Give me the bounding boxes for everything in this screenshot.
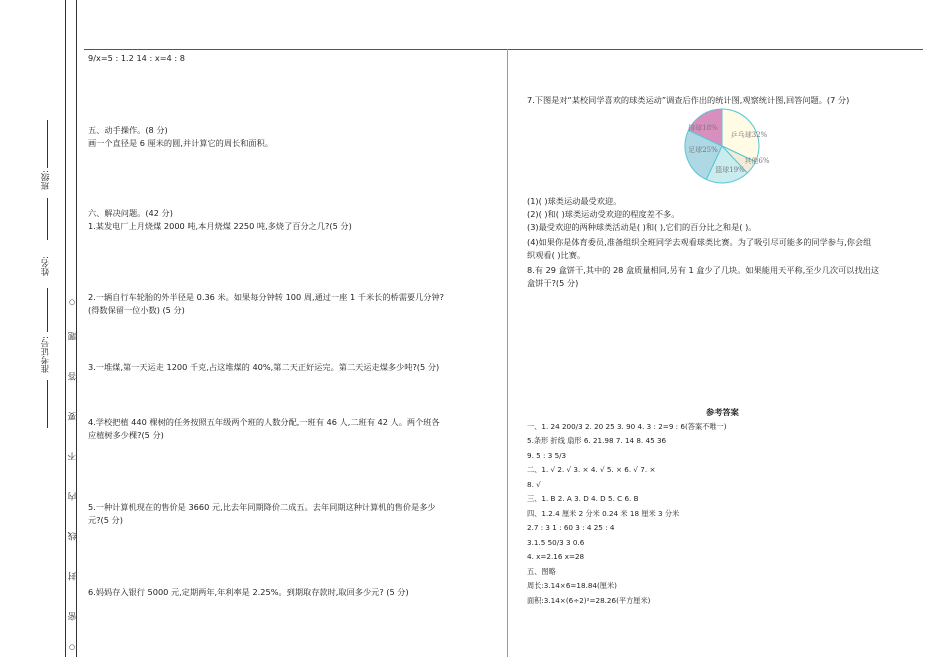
seal-char: 内 <box>68 492 78 501</box>
answer-line: 9. 5 : 3 5/3 <box>527 451 567 460</box>
pie-label: 乒乓球32% <box>730 131 768 139</box>
question-1: 1.某发电厂上月烧煤 2000 吨,本月烧煤 2250 吨,多烧了百分之几?(5 分) <box>88 221 352 231</box>
class-blank <box>47 120 48 168</box>
answer-line: 一、1. 24 200/3 2. 20 25 3. 90 4. 3 : 2=9 : 6(答案不唯一) <box>527 422 727 431</box>
answer-line: 3.1.5 50/3 3 0.6 <box>527 538 585 547</box>
binding-line-inner <box>76 0 77 657</box>
header-rule <box>84 49 923 50</box>
question-7-1: (1)( )球类运动最受欢迎。 <box>527 196 622 206</box>
question-7-2: (2)( )和( )球类运动受欢迎的程度差不多。 <box>527 209 680 219</box>
question-4-line-2: 应植树多少棵?(5 分) <box>88 430 164 440</box>
answer-line: 5.条形 折线 扇形 6. 21.98 7. 14 8. 45 36 <box>527 436 667 445</box>
pie-label: 排球18% <box>688 124 718 132</box>
class-label: 班级: <box>41 170 51 190</box>
exam-id-blank <box>47 380 48 428</box>
top-equation: 9/x=5 : 1.2 14 : x=4 : 8 <box>88 53 185 63</box>
seal-char: 密 <box>68 612 78 621</box>
name-blank <box>47 288 48 332</box>
seal-char: 答 <box>68 372 78 381</box>
seal-char: 要 <box>68 412 78 421</box>
question-7-4-line-1: (4)如果你是体育委员,准备组织全班同学去观看球类比赛。为了吸引尽可能多的同学参与,你会组 <box>527 237 872 247</box>
column-divider <box>507 49 508 657</box>
question-8-line-1: 8.有 29 盒饼干,其中的 28 盒质量相同,另有 1 盒少了几块。如果能用天平称,至少几次可以找出这 <box>527 265 880 275</box>
question-3: 3.一堆煤,第一天运走 1200 千克,占这堆煤的 40%,第二天正好运完。第二天运走煤多少吨?(5 分) <box>88 362 440 372</box>
seal-char: 不 <box>68 452 78 461</box>
answer-line: 二、1. √ 2. √ 3. × 4. √ 5. × 6. √ 7. × <box>527 465 656 474</box>
question-8-line-2: 盒饼干?(5 分) <box>527 278 579 288</box>
answers-title: 参考答案 <box>706 407 739 417</box>
question-2-line-1: 2.一辆自行车轮胎的外半径是 0.36 米。如果每分钟转 100 周,通过一座 1 千米长的桥需要几分钟? <box>88 292 445 302</box>
answer-line: 四、1.2.4 厘米 2 分米 0.24 米 18 厘米 3 分米 <box>527 509 680 518</box>
question-6: 6.妈妈存入银行 5000 元,定期两年,年利率是 2.25%。到期取存款时,取回多少元? (5 分) <box>88 587 409 597</box>
exam-id-label: 准考证号: <box>41 336 51 373</box>
answer-line: 面积:3.14×(6÷2)²=28.26(平方厘米) <box>527 596 651 605</box>
pie-label: 篮球19% <box>715 166 745 174</box>
question-7: 7.下图是对“某校同学喜欢的球类运动”调查后作出的统计图,观察统计图,回答问题。(7 分) <box>527 95 850 105</box>
answer-line: 五、图略 <box>527 567 556 576</box>
pie-label: 足球25% <box>688 146 718 154</box>
question-7-3: (3)最受欢迎的两种球类活动是( )和( ),它们的百分比之和是( )。 <box>527 222 757 232</box>
seal-char: 线 <box>68 532 78 541</box>
answer-line: 4. x=2.16 x=28 <box>527 552 585 561</box>
seal-dot-icon: ○ <box>69 298 76 306</box>
section-6-title: 六、解决问题。(42 分) <box>88 208 173 218</box>
question-4-line-1: 4.学校把植 440 棵树的任务按照五年级两个班的人数分配,一班有 46 人,二班有 42 人。两个班各 <box>88 417 440 427</box>
class-blank-2 <box>47 198 48 240</box>
seal-char: 题 <box>68 332 78 341</box>
pie-label: 其他6% <box>744 157 770 165</box>
seal-dot-icon: ○ <box>69 643 76 651</box>
question-5-line-1: 5.一种计算机现在的售价是 3660 元,比去年同期降价二成五。去年同期这种计算机的售价是多少 <box>88 502 436 512</box>
answer-line: 2.7 : 3 1 : 60 3 : 4 25 : 4 <box>527 523 615 532</box>
question-7-4-line-2: 织观看( )比赛。 <box>527 250 586 260</box>
seal-char: 封 <box>68 572 78 581</box>
pie-chart <box>678 106 774 186</box>
answer-line: 三、1. B 2. A 3. D 4. D 5. C 6. B <box>527 494 639 503</box>
section-5-title: 五、动手操作。(8 分) <box>88 125 168 135</box>
section-5-question: 画一个直径是 6 厘米的圆,并计算它的周长和面积。 <box>88 138 273 148</box>
answer-line: 8. √ <box>527 480 541 489</box>
seal-column <box>66 0 76 657</box>
question-5-line-2: 元?(5 分) <box>88 515 123 525</box>
name-label: 姓名: <box>41 256 51 276</box>
question-2-line-2: (得数保留一位小数) (5 分) <box>88 305 185 315</box>
answer-line: 周长:3.14×6=18.84(厘米) <box>527 581 617 590</box>
